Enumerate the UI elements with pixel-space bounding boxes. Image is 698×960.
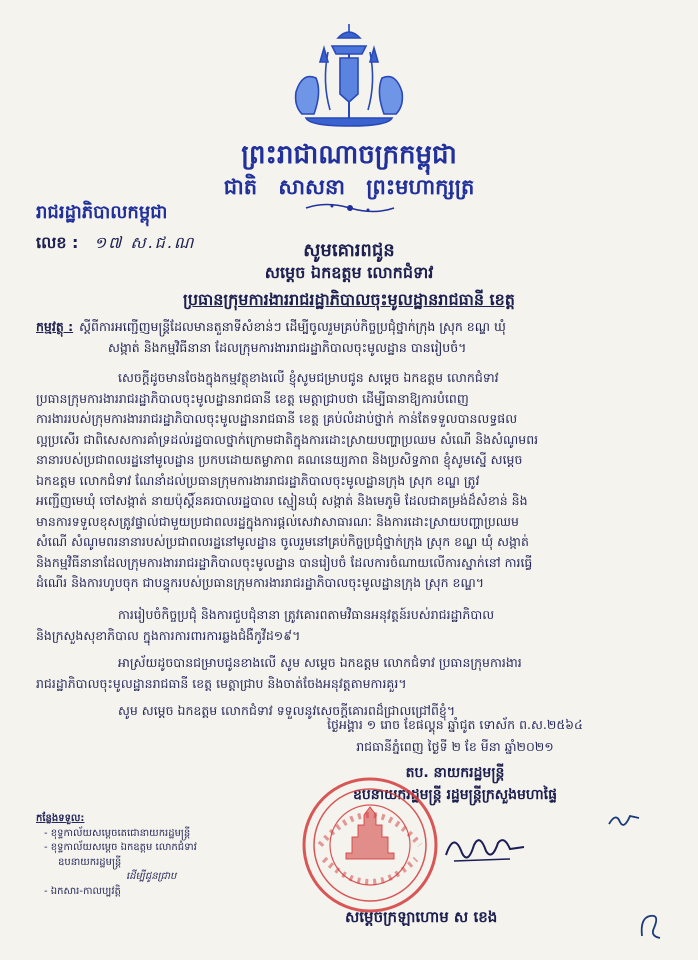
addressee-position: ប្រធានក្រុមការងាររាជរដ្ឋាភិបាលចុះមូលដ្ឋានរាជធានី ខេត្ត bbox=[183, 290, 515, 309]
subject-label: កម្មវត្ថុ : bbox=[36, 319, 74, 334]
signer-name: សម្តេចក្រឡាហោម ស ខេង bbox=[345, 908, 498, 926]
body-line: អាស្រ័យដូចបានជម្រាបជូនខាងលើ សូម សម្តេច ឯកឧត្តម លោកជំទាវ ប្រធានក្រុមការងារ bbox=[118, 655, 522, 670]
distribution-note: ដើម្បីជូនជ្រាប bbox=[126, 871, 177, 882]
body-line: និងកម្មវិធីនានាដែលក្រុមការងាររាជរដ្ឋាភិបាលចុះមូលដ្ឋាន បានរៀបចំ ដែលការចំណាយលើការស្នាក់នៅ ការធ្វើ bbox=[36, 554, 533, 570]
initial-mark-icon bbox=[606, 808, 642, 832]
reference-label: លេខ : bbox=[36, 233, 79, 252]
subject-block bbox=[36, 316, 666, 358]
subject-line-1: ស្តីពីការអញ្ជើញមន្ត្រីដែលមានតួនាទីសំខាន់ៗ ដើម្បីចូលរួមគ្រប់កិច្ចប្រជុំថ្នាក់ក្រុង ស្រុក ខណ្ឌ ឃុំ bbox=[79, 319, 506, 334]
distribution-list bbox=[36, 812, 236, 899]
body-paragraph-3 bbox=[36, 653, 670, 694]
distribution-item: ឧបនាយករដ្ឋមន្ត្រី bbox=[58, 856, 122, 868]
official-seal-icon bbox=[300, 775, 440, 915]
body-line: ការងាររបស់ក្រុមការងាររាជរដ្ឋាភិបាលចុះមូលដ្ឋានរាជធានី ខេត្ត គ្រប់លំដាប់ថ្នាក់ កាន់តែទទួលបានលទ្ធផល bbox=[36, 411, 518, 426]
ornament-divider-icon bbox=[302, 201, 398, 215]
royal-coat-of-arms-icon bbox=[288, 22, 410, 130]
salutation: សូមគោរពជូន bbox=[303, 240, 395, 261]
addressee-honorific: សម្តេច ឯកឧត្តម លោកជំទាវ bbox=[264, 263, 434, 282]
body-line: ល្អប្រសើរ ជាពិសេសការគាំទ្រដល់រដ្ឋបាលថ្នាក់ក្រោមជាតិក្នុងការដោះស្រាយបញ្ហាប្រឈម សំណើ និងសំណូមពរ bbox=[36, 431, 539, 447]
body-line: រាជរដ្ឋាភិបាលចុះមូលដ្ឋានរាជធានី ខេត្ត មេត្តាជ្រាប និងចាត់ចែងអនុវត្តតាមការគួរ។ bbox=[36, 675, 407, 691]
solar-date: រាជធានីភ្នំពេញ ថ្ងៃទី ២ ខែ មីនា ឆ្នាំ២០២១ bbox=[356, 739, 554, 754]
body-line: ប្រធានក្រុមការងាររាជរដ្ឋាភិបាលចុះមូលដ្ឋានរាជធានី ខេត្ត មេត្តាជ្រាបថា ដើម្បីធានាឱ្យការបំពេញ bbox=[36, 390, 469, 406]
body-line: ការរៀបចំកិច្ចប្រជុំ និងការជួបជុំនានា ត្រូវគោរពតាមវិធានអនុវត្តន៍របស់រាជរដ្ឋាភិបាល bbox=[118, 607, 495, 622]
body-paragraph-1 bbox=[36, 368, 670, 594]
body-line: និងក្រសួងសុខាភិបាល ក្នុងការការពារការឆ្លងជំងឺកូវីដ១៩។ bbox=[36, 627, 301, 643]
national-motto: ជាតិ សាសនា ព្រះមហាក្សត្រ bbox=[223, 174, 475, 199]
distribution-heading: កន្លែងទទួល: bbox=[36, 813, 85, 824]
distribution-item: - ខុទ្ទកាល័យសម្តេចតេជោនាយករដ្ឋមន្ត្រី bbox=[44, 827, 191, 839]
initial-mark-icon bbox=[636, 906, 666, 942]
handwritten-signature-icon bbox=[440, 825, 530, 870]
body-line: ឯកឧត្តម លោកជំទាវ ណែនាំដល់ប្រធានក្រុមការងាររាជរដ្ឋាភិបាលចុះមូលដ្ឋានក្រុង ស្រុក ខណ្ឌ ត្រូវ bbox=[36, 472, 480, 488]
body-line: សេចក្តីដូចមានចែងក្នុងកម្មវត្ថុខាងលើ ខ្ញុំសូមជម្រាបជូន សម្តេច ឯកឧត្តម លោកជំទាវ bbox=[118, 370, 499, 385]
signatory-title-1: តប. នាយករដ្ឋមន្ត្រី bbox=[405, 765, 505, 781]
body-line: សំណើ សំណូមពរនានារបស់ប្រជាពលរដ្ឋនៅមូលដ្ឋាន ចូលរួមនៅគ្រប់កិច្ចប្រជុំថ្នាក់ក្រុង ស្រុក ខណ្ឌ ឃុំ សង្កាត់ bbox=[36, 534, 529, 549]
date-block bbox=[245, 714, 665, 758]
sender-organization: រាជរដ្ឋាភិបាលកម្ពុជា bbox=[36, 202, 168, 223]
body-line: អញ្ជើញមេឃុំ ចៅសង្កាត់ នាយប៉ុស្តិ៍នគរបាលរដ្ឋបាល ស្មៀនឃុំ សង្កាត់ និងមេភូមិ ដែលជាគម្រង់ដ៏សំខាន់ និង bbox=[36, 493, 528, 508]
body-line: នានារបស់ប្រជាពលរដ្ឋនៅមូលដ្ឋាន ប្រកបដោយតម្លាភាព គណនេយ្យភាព និងប្រសិទ្ធភាព ខ្ញុំសូមស្នើ សម្តេច bbox=[36, 452, 523, 467]
signatory-title-2: ឧបនាយករដ្ឋមន្ត្រី រដ្ឋមន្ត្រីក្រសួងមហាផ្ទៃ bbox=[352, 787, 557, 803]
body-line: ដំណើរ និងការហូបចុក ជាបន្ទុករបស់ប្រធានក្រុមការងាររាជរដ្ឋាភិបាលចុះមូលដ្ឋានក្រុង ស្រុក ខណ្ឌ។ bbox=[36, 575, 484, 590]
kingdom-title: ព្រះរាជាណាចក្រកម្ពុជា bbox=[241, 140, 457, 170]
reference-value: ១៧ ស.ជ.ណ bbox=[94, 233, 196, 252]
subject-line-2: សង្កាត់ និងកម្មវិធីនានា ដែលក្រុមការងាររាជរដ្ឋាភិបាលចុះមូលដ្ឋាន បានរៀបចំ។ bbox=[108, 340, 467, 355]
distribution-item: - ឯកសារ-កាលប្បវត្តិ bbox=[44, 885, 121, 897]
body-line: មានការទទួលខុសត្រូវផ្ទាល់ជាមួយប្រជាពលរដ្ឋក្នុងការផ្តល់សេវាសាធារណៈ និងការដោះស្រាយបញ្ហាប្រឈម bbox=[36, 513, 519, 529]
body-paragraph-2 bbox=[36, 605, 670, 646]
body-line: សូម សម្តេច ឯកឧត្តម លោកជំទាវ ទទួលនូវសេចក្តីគោរពដ៏ជ្រាលជ្រៅពីខ្ញុំ។ bbox=[118, 703, 456, 718]
lunar-date: ថ្ងៃអង្គារ ១ រោច ខែផល្គុន ឆ្នាំជូត ទោស័ក ព.ស.២៥៦៤ bbox=[327, 717, 583, 732]
distribution-item: - ខុទ្ទកាល័យសម្តេច ឯកឧត្តម លោកជំទាវ bbox=[44, 842, 197, 853]
